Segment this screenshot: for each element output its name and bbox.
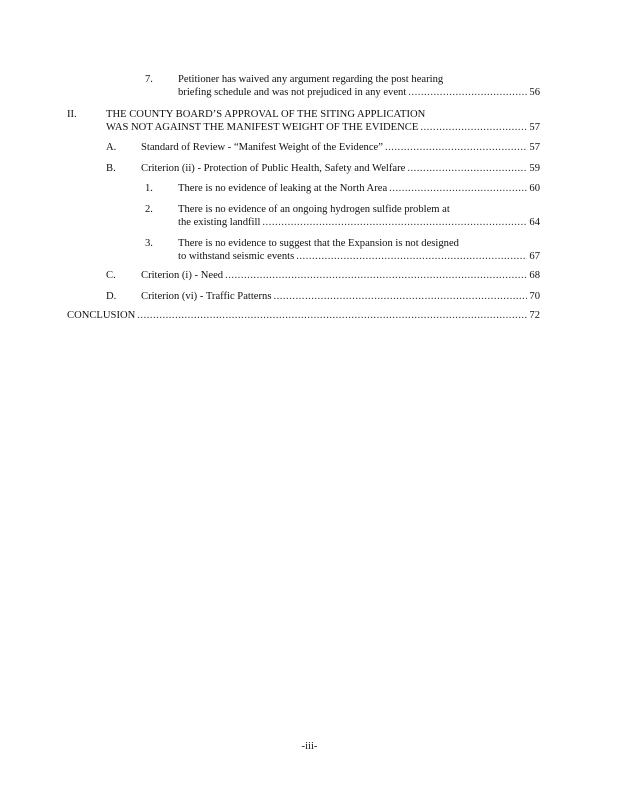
toc-entry-B3 <box>178 237 540 263</box>
toc-entry-conclusion-title: CONCLUSION <box>67 310 136 321</box>
toc-entry-B-page: 59 <box>529 163 540 174</box>
dot-leader <box>407 162 527 175</box>
toc-entry-D-title: Criterion (vi) - Traffic Patterns <box>141 291 272 302</box>
toc-entry-D <box>141 290 540 303</box>
toc-entry-C <box>141 269 540 282</box>
toc-entry-B2 <box>178 203 540 229</box>
dot-leader <box>420 121 527 134</box>
toc-entry-B1 <box>178 182 540 195</box>
toc-entry-7-page: 56 <box>529 87 540 98</box>
dot-leader <box>262 216 527 229</box>
toc-entry-A-title: Standard of Review - “Manifest Weight of the Evidence” <box>141 142 383 153</box>
toc-entry-conclusion <box>67 309 540 322</box>
page-number: -iii- <box>301 741 318 752</box>
toc-entry-II-line2: WAS NOT AGAINST THE MANIFEST WEIGHT OF THE EVIDENCE <box>106 122 419 133</box>
dot-leader <box>137 309 527 322</box>
toc-entry-D-page: 70 <box>529 291 540 302</box>
toc-entry-B2-line1: There is no evidence of an ongoing hydrogen sulfide problem at <box>178 204 450 215</box>
toc-label-B1: 1. <box>145 183 153 194</box>
toc-entry-A-page: 57 <box>529 142 540 153</box>
toc-entry-II-page: 57 <box>529 122 540 133</box>
toc-entry-C-title: Criterion (i) - Need <box>141 270 224 281</box>
toc-label-B2: 2. <box>145 204 153 215</box>
dot-leader <box>273 290 527 303</box>
toc-label-II: II. <box>67 109 77 120</box>
toc-entry-conclusion-page: 72 <box>529 310 540 321</box>
dot-leader <box>408 86 527 99</box>
toc-entry-B2-page: 64 <box>529 217 540 228</box>
dot-leader <box>225 269 527 282</box>
toc-label-C: C. <box>106 270 116 281</box>
dot-leader <box>389 182 527 195</box>
toc-entry-B <box>141 162 540 175</box>
toc-entry-B3-page: 67 <box>529 251 540 262</box>
dot-leader <box>385 141 527 154</box>
dot-leader <box>296 250 527 263</box>
toc-entry-7-line1: Petitioner has waived any argument regarding the post hearing <box>178 74 444 85</box>
toc-label-A: A. <box>106 142 117 153</box>
toc-entry-B3-line1: There is no evidence to suggest that the Expansion is not designed <box>178 238 459 249</box>
toc-entry-B1-page: 60 <box>529 183 540 194</box>
toc-entry-A <box>141 141 540 154</box>
toc-label-B3: 3. <box>145 238 153 249</box>
toc-entry-B-title: Criterion (ii) - Protection of Public Health, Safety and Welfare <box>141 163 406 174</box>
toc-entry-B1-title: There is no evidence of leaking at the North Area <box>178 183 388 194</box>
toc-label-7: 7. <box>145 74 153 85</box>
toc-entry-7 <box>178 73 540 99</box>
toc-label-D: D. <box>106 291 117 302</box>
toc-entry-II <box>106 108 540 134</box>
toc-entry-II-line1: THE COUNTY BOARD’S APPROVAL OF THE SITING APPLICATION <box>106 109 426 120</box>
toc-entry-C-page: 68 <box>529 270 540 281</box>
toc-entry-B2-line2: the existing landfill <box>178 217 261 228</box>
toc-label-B: B. <box>106 163 116 174</box>
toc-entry-7-line2: briefing schedule and was not prejudiced in any event <box>178 87 407 98</box>
toc-entry-B3-line2: to withstand seismic events <box>178 251 295 262</box>
